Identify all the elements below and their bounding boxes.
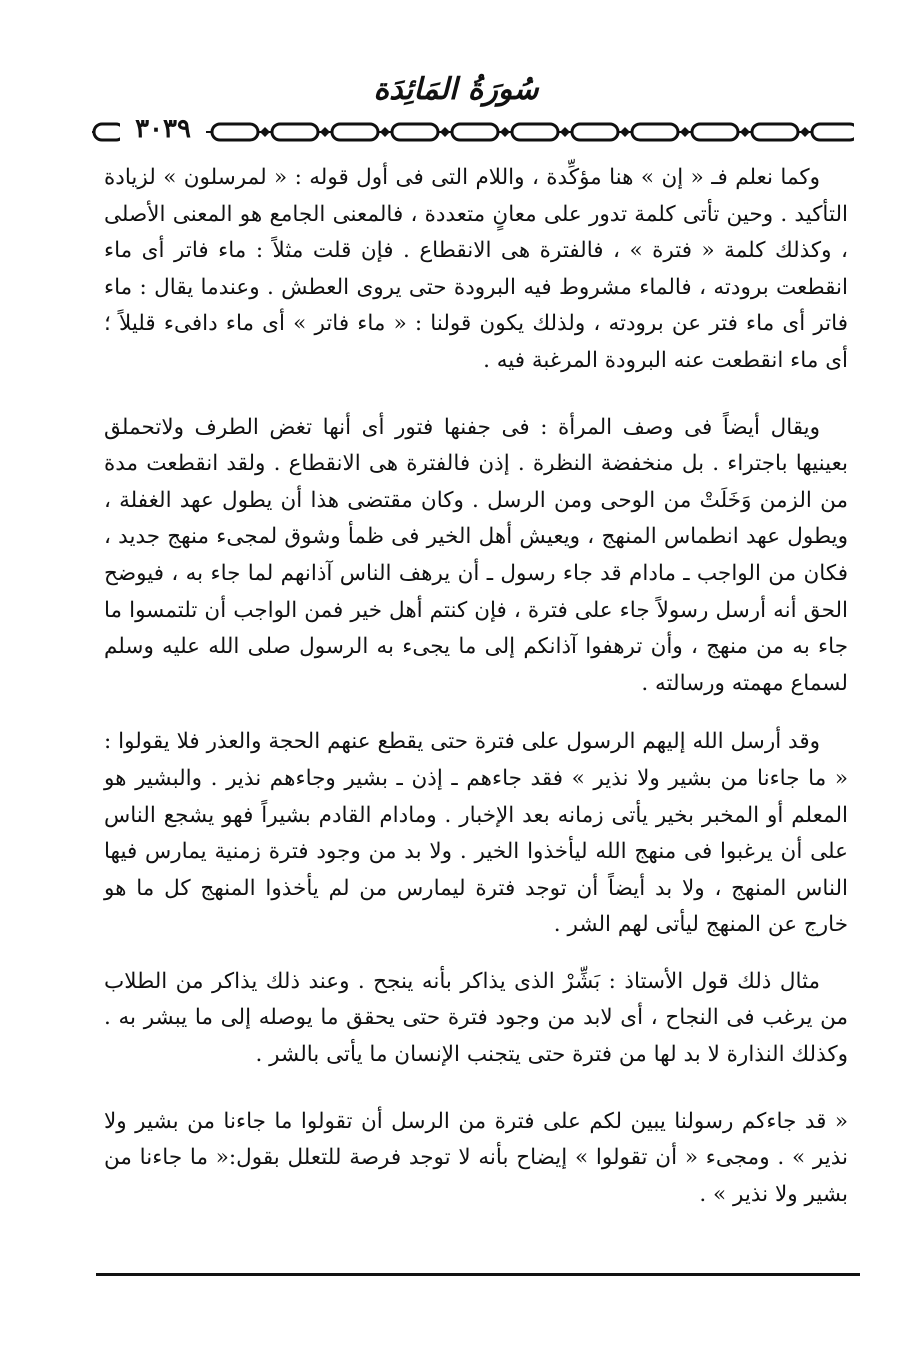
footer-rule bbox=[96, 1273, 860, 1276]
ornament-link bbox=[272, 124, 318, 140]
ornament-diamond bbox=[260, 127, 270, 137]
ornament-link bbox=[212, 124, 258, 140]
page-body bbox=[104, 160, 848, 1213]
header-ornament-border bbox=[92, 118, 854, 146]
ornament-link bbox=[752, 124, 798, 140]
ornament-link bbox=[812, 124, 854, 140]
paragraph-4: مثال ذلك قول الأستاذ : بَشِّرْ الذى يذاكر بأنه ينجح . وعند ذلك يذاكر من الطلاب من يرغب فى النجاح ، أى لابد من وجود فترة حتى يحقق ما يوصله إلى ما يبشر به . وكذلك النذارة لا بد لها من فترة حتى يتجنب الإنسان ما يأتى بالشر . bbox=[104, 968, 848, 1068]
ornament-diamond bbox=[620, 127, 630, 137]
paragraph-2: ويقال أيضاً فى وصف المرأة : فى جفنها فتور أى أنها تغض الطرف ولاتحملق بعينيها باجتراء . بل منخفضة النظرة . إذن فالفترة هى الانقطاع . ولقد انقطعت مدة من الزمن وَخَلَتْ من الوحى ومن الرسل . وكان مقتضى هذا أن يطول عهد الغفلة ، ويطول عهد انطماس المنهج ، ويعيش أهل الخير فى ظمأ وشوق لمجىء منهج جديد ، فكان من الواجب ـ مادام قد جاء رسول ـ أن يرهف الناس آذانهم لما جاء به ، فيوضح الحق أنه أرسل رسولاً جاء على فترة ، فإن كنتم أهل خير فمن الواجب أن تلتمسوا ما جاء به من منهج ، وأن ترهفوا آذانكم إلى ما يجىء به الرسول صلى الله عليه وسلم لسماع مهمته ورسالته . bbox=[104, 414, 848, 696]
ornament-diamond bbox=[800, 127, 810, 137]
ornament-diamond bbox=[740, 127, 750, 137]
ornament-diamond bbox=[320, 127, 330, 137]
ornament-diamond bbox=[440, 127, 450, 137]
ornament-link bbox=[392, 124, 438, 140]
paragraph-3: وقد أرسل الله إليهم الرسول على فترة حتى يقطع عنهم الحجة والعذر فلا يقولوا : « ما جاءنا من بشير ولا نذير » فقد جاءهم ـ إذن ـ بشير وجاءهم نذير . والبشير هو المعلم أو المخبر بخير يأتى زمانه بعد الإخبار . ومادام القادم بشيراً فهو يشجع الناس على أن يرغبوا فى منهج الله ليأخذوا الخير . ولا بد من وجود فترة زمنية يمارس فيها الناس المنهج ، ولا بد أيضاً أن توجد فترة ليمارس من لم يأخذوا المنهج كل ما هو خارج عن المنهج ليأتى لهم الشر . bbox=[104, 729, 848, 938]
surah-title: سُورَةُ المَائِدَة bbox=[373, 72, 539, 107]
paragraph-5: « قد جاءكم رسولنا يبين لكم على فترة من الرسل أن تقولوا ما جاءنا من بشير ولا نذير » . ومجىء « أن تقولوا » إيضاح بأنه لا توجد فرصة للتعلل بقول:« ما جاءنا من بشير ولا نذير » . bbox=[104, 1108, 848, 1207]
ornament-link bbox=[632, 124, 678, 140]
paragraph-1: وكما نعلم فـ « إن » هنا مؤكِّدة ، واللام التى فى أول قوله : « لمرسلون » لزيادة التأكيد . وحين تأتى كلمة تدور على معانٍ متعددة ، فالمعنى الجامع هو المعنى الأصلى ، وكذلك كلمة « فترة » ، فالفترة هى الانقطاع . فإن قلت مثلاً : ماء فاتر أى ماء انقطعت برودته ، فالماء مشروط فيه البرودة حتى يروى العطش . وعندما يقال : ماء فاتر أى ماء فتر عن برودته ، ولذلك يكون قولنا : « ماء فاتر » أى ماء دافىء قليلاً ؛ أى ماء انقطعت عنه البرودة المرغبة فيه . bbox=[104, 165, 848, 373]
page-number: ٣٠٣٩ bbox=[120, 114, 206, 144]
ornament-diamond bbox=[500, 127, 510, 137]
ornament-link bbox=[572, 124, 618, 140]
ornament-link bbox=[332, 124, 378, 140]
ornament-link bbox=[692, 124, 738, 140]
ornament-link bbox=[452, 124, 498, 140]
ornament-link bbox=[512, 124, 558, 140]
ornament-diamond bbox=[560, 127, 570, 137]
ornament-diamond bbox=[380, 127, 390, 137]
ornament-diamond bbox=[680, 127, 690, 137]
